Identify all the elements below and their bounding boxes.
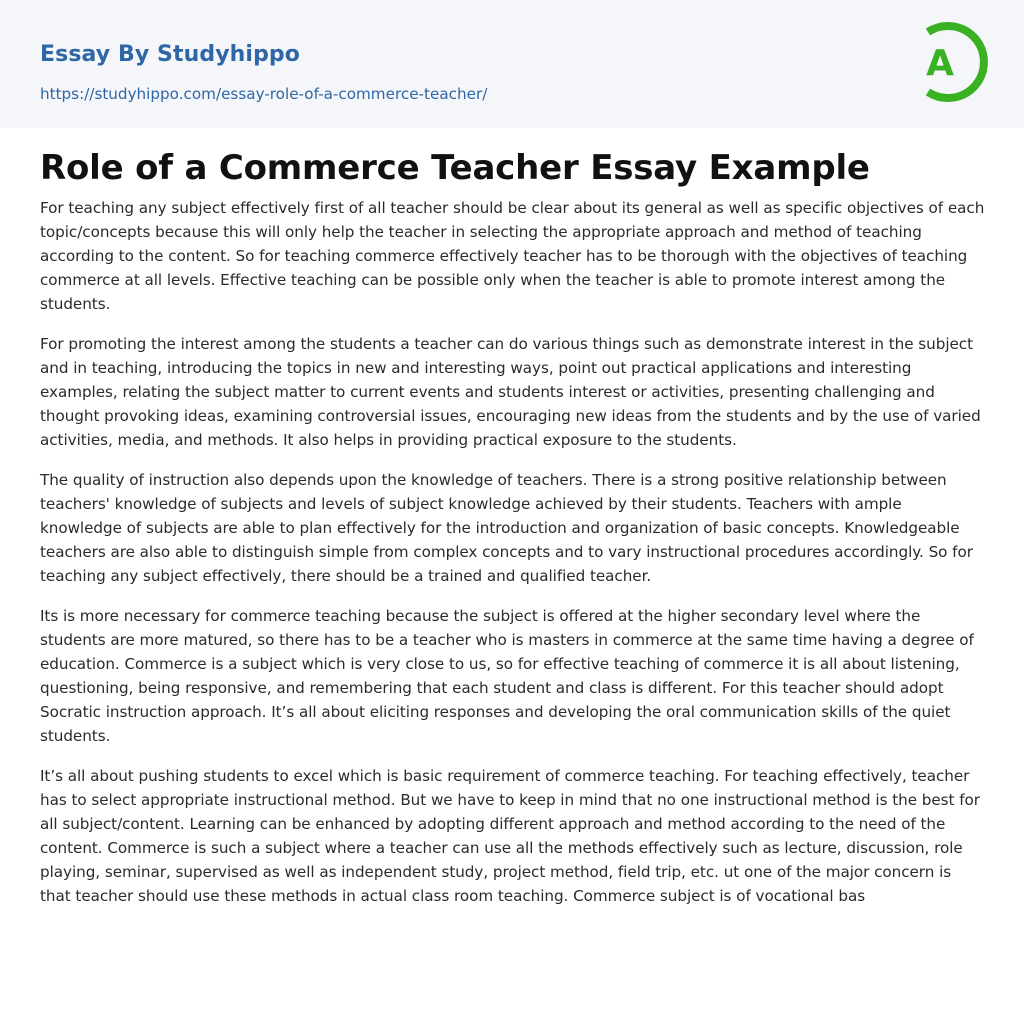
essay-paragraph-4: Its is more necessary for commerce teaching because the subject is offered at the higher secondary level where the students are more matured, so there has to be a teacher who is masters in commerce at the same time having a degree of education. Commerce is a subject which is very close to us, so for effective teaching of commerce it is all about listening, questioning, being responsive, and remembering that each student and class is different. For this teacher should adopt Socratic instruction approach. It’s all about eliciting responses and developing the oral communication skills of the quiet students. [40, 607, 974, 745]
essay-body [40, 196, 985, 908]
essay-paragraph-3: The quality of instruction also depends upon the knowledge of teachers. There is a strong positive relationship between teachers' knowledge of subjects and levels of subject knowledge achieved by their students. Teachers with ample knowledge of subjects are able to plan effectively for the introduction and organization of basic concepts. Knowledgeable teachers are also able to distinguish simple from complex concepts and to vary instructional procedures accordingly. So for teaching any subject effectively, there should be a trained and qualified teacher. [40, 471, 973, 585]
logo-letter: A [926, 43, 954, 84]
essay-paragraph-2: For promoting the interest among the students a teacher can do various things such as demonstrate interest in the subject and in teaching, introducing the topics in new and interesting ways, point out practical applications and interesting examples, relating the subject matter to current events and students interest or activities, presenting challenging and thought provoking ideas, examining controversial issues, encouraging new ideas from the students and by the use of varied activities, media, and methods. It also helps in providing practical exposure to the students. [40, 335, 981, 449]
page-title: Role of a Commerce Teacher Essay Example [40, 148, 870, 188]
article-content [40, 140, 985, 924]
studyhippo-logo-icon[interactable] [912, 18, 988, 106]
brand-title[interactable]: Essay By Studyhippo [40, 42, 300, 67]
source-url-link[interactable]: https://studyhippo.com/essay-role-of-a-commerce-teacher/ [40, 85, 488, 103]
essay-paragraph-1: For teaching any subject effectively first of all teacher should be clear about its general as well as specific objectives of each topic/concepts because this will only help the teacher in selecting the appropriate approach and method of teaching according to the content. So for teaching commerce effectively teacher has to be thorough with the objectives of teaching commerce at all levels. Effective teaching can be possible only when the teacher is able to promote interest among the students. [40, 199, 985, 313]
essay-paragraph-5: It’s all about pushing students to excel which is basic requirement of commerce teaching. For teaching effectively, teacher has to select appropriate instructional method. But we have to keep in mind that no one instructional method is the best for all subject/content. Learning can be enhanced by adopting different approach and method according to the need of the content. Commerce is such a subject where a teacher can use all the methods effectively such as lecture, discussion, role playing, seminar, supervised as well as independent study, project method, field trip, etc. ut one of the major concern is that teacher should use these methods in actual class room teaching. Commerce subject is of vocational bas [40, 767, 980, 905]
site-header [0, 0, 1024, 128]
